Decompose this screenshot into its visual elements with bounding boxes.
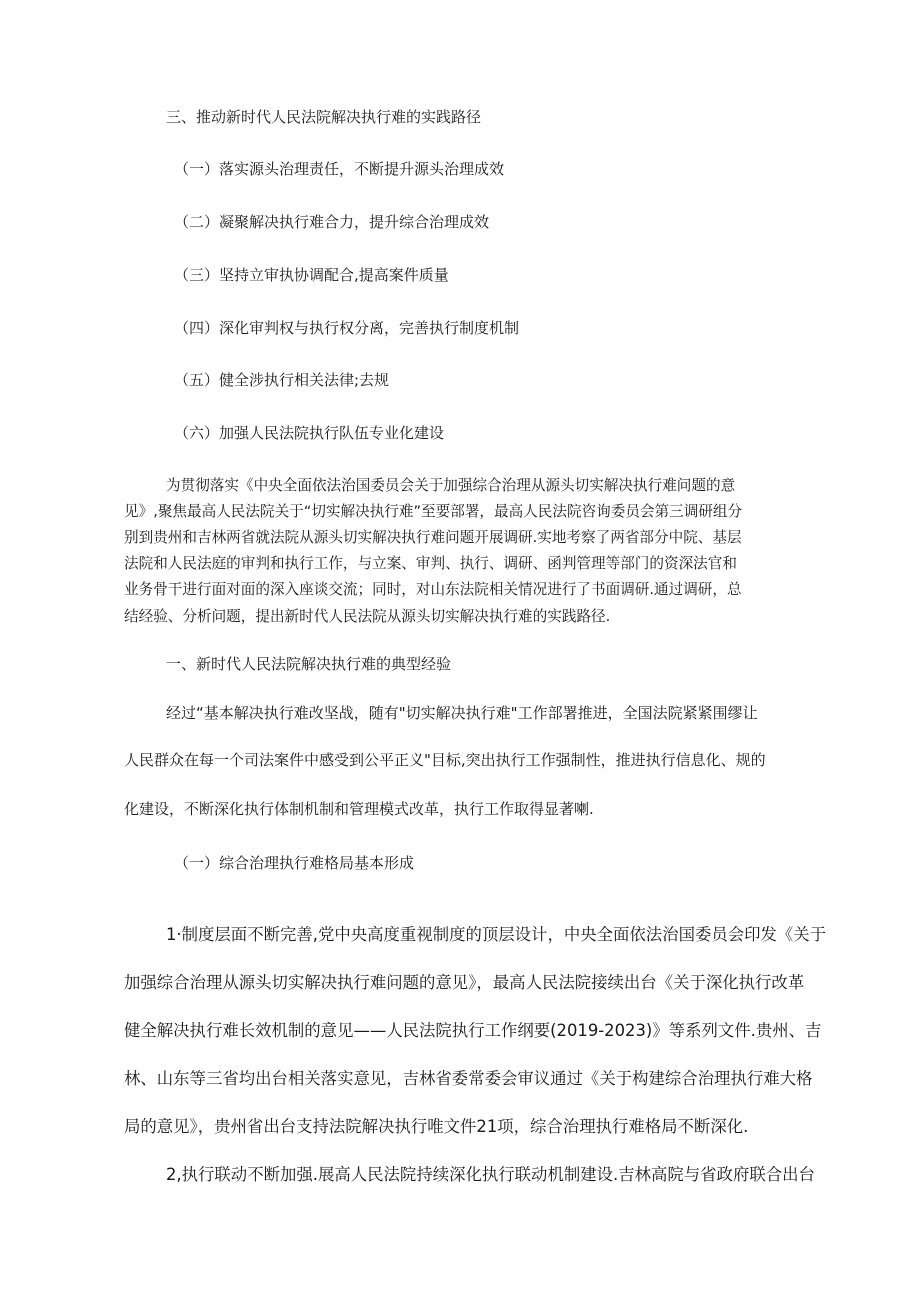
- paragraph-line: 为贯彻落实《中央全面依法治国委员会关于加强综合治理从源头切实解决执行难问题的意: [166, 477, 736, 494]
- list-item: （六）加强人民法院执行队伍专业化建设: [174, 424, 445, 442]
- paragraph-line: 加强综合治理从源头切实解决执行难问题的意见》，最高人民法院接续出台《关于深化执行改革: [124, 973, 805, 992]
- sub-heading: （一）综合治理执行难格局基本形成: [174, 854, 415, 872]
- section-heading: 一、新时代人民法院解决执行难的典型经验: [166, 655, 452, 673]
- paragraph-line: 经过“基本解决执行难改坚战，随有"切实解决执行难"工作部署推进，全国法院紧紧围缪让: [166, 704, 758, 722]
- paragraph-line: 见》,聚焦最高人民法院关于“切实解决执行难”至要部署，最高人民法院咨询委员会第三调研组分: [124, 503, 743, 520]
- paragraph-line: 1·制度层面不断完善,党中央高度重视制度的顶层设计，中央全面依法治国委员会印发《关于: [166, 925, 827, 944]
- list-item: （三）坚持立审执协调配合,提高案件质量: [174, 266, 449, 284]
- paragraph-line: 2,执行联动不断加强.展高人民法院持续深化执行联动机制建设.吉林高院与省政府联合出台: [166, 1165, 815, 1184]
- list-item: （二）凝聚解决执行难合力，提升综合治理成效: [174, 213, 490, 231]
- paragraph-line: 健全解决执行难长效机制的意见——人民法院执行工作纲要(2019-2023)》等系列文件.贵州、吉: [124, 1021, 822, 1040]
- list-item: （五）健全涉执行相关法律;去规: [174, 371, 390, 389]
- list-item: （一）落实源头治理责任，不断提升源头治理成效: [174, 160, 505, 178]
- paragraph-line: 局的意见》，贵州省出台支持法院解决执行唯文件21项，综合治理执行难格局不断深化.: [124, 1117, 749, 1136]
- paragraph-line: 人民群众在每一个司法案件中感受到公平正义"目标,突出执行工作强制性，推进执行信息化、规的: [124, 751, 766, 769]
- paragraph-line: 林、山东等三省均出台相关落实意见，吉林省委常委会审议通过《关于构建综合治理执行难大格: [124, 1069, 813, 1088]
- list-item: （四）深化审判权与执行权分离，完善执行制度机制: [174, 319, 520, 337]
- section-heading: 三、推动新时代人民法院解决执行难的实践路径: [166, 108, 482, 126]
- paragraph-line: 业务骨干进行面对面的深入座谈交流；同时，对山东法院相关情况进行了书面调研.通过调研，总: [124, 581, 742, 598]
- paragraph-line: 别到贵州和吉林两省就法院从源头切实解决执行难问题开展调研.实地考察了两省部分中院、基层: [124, 529, 742, 546]
- paragraph-line: 结经验、分析问题，提出新时代人民法院从源头切实解决执行难的实践路径.: [124, 608, 611, 625]
- paragraph-line: 法院和人民法庭的审判和执行工作，与立案、审判、执行、调研、函判管理等部门的资深法官和: [124, 555, 737, 572]
- paragraph-line: 化建设，不断深化执行体制机制和管理模式改革，执行工作取得显著喇.: [124, 800, 594, 818]
